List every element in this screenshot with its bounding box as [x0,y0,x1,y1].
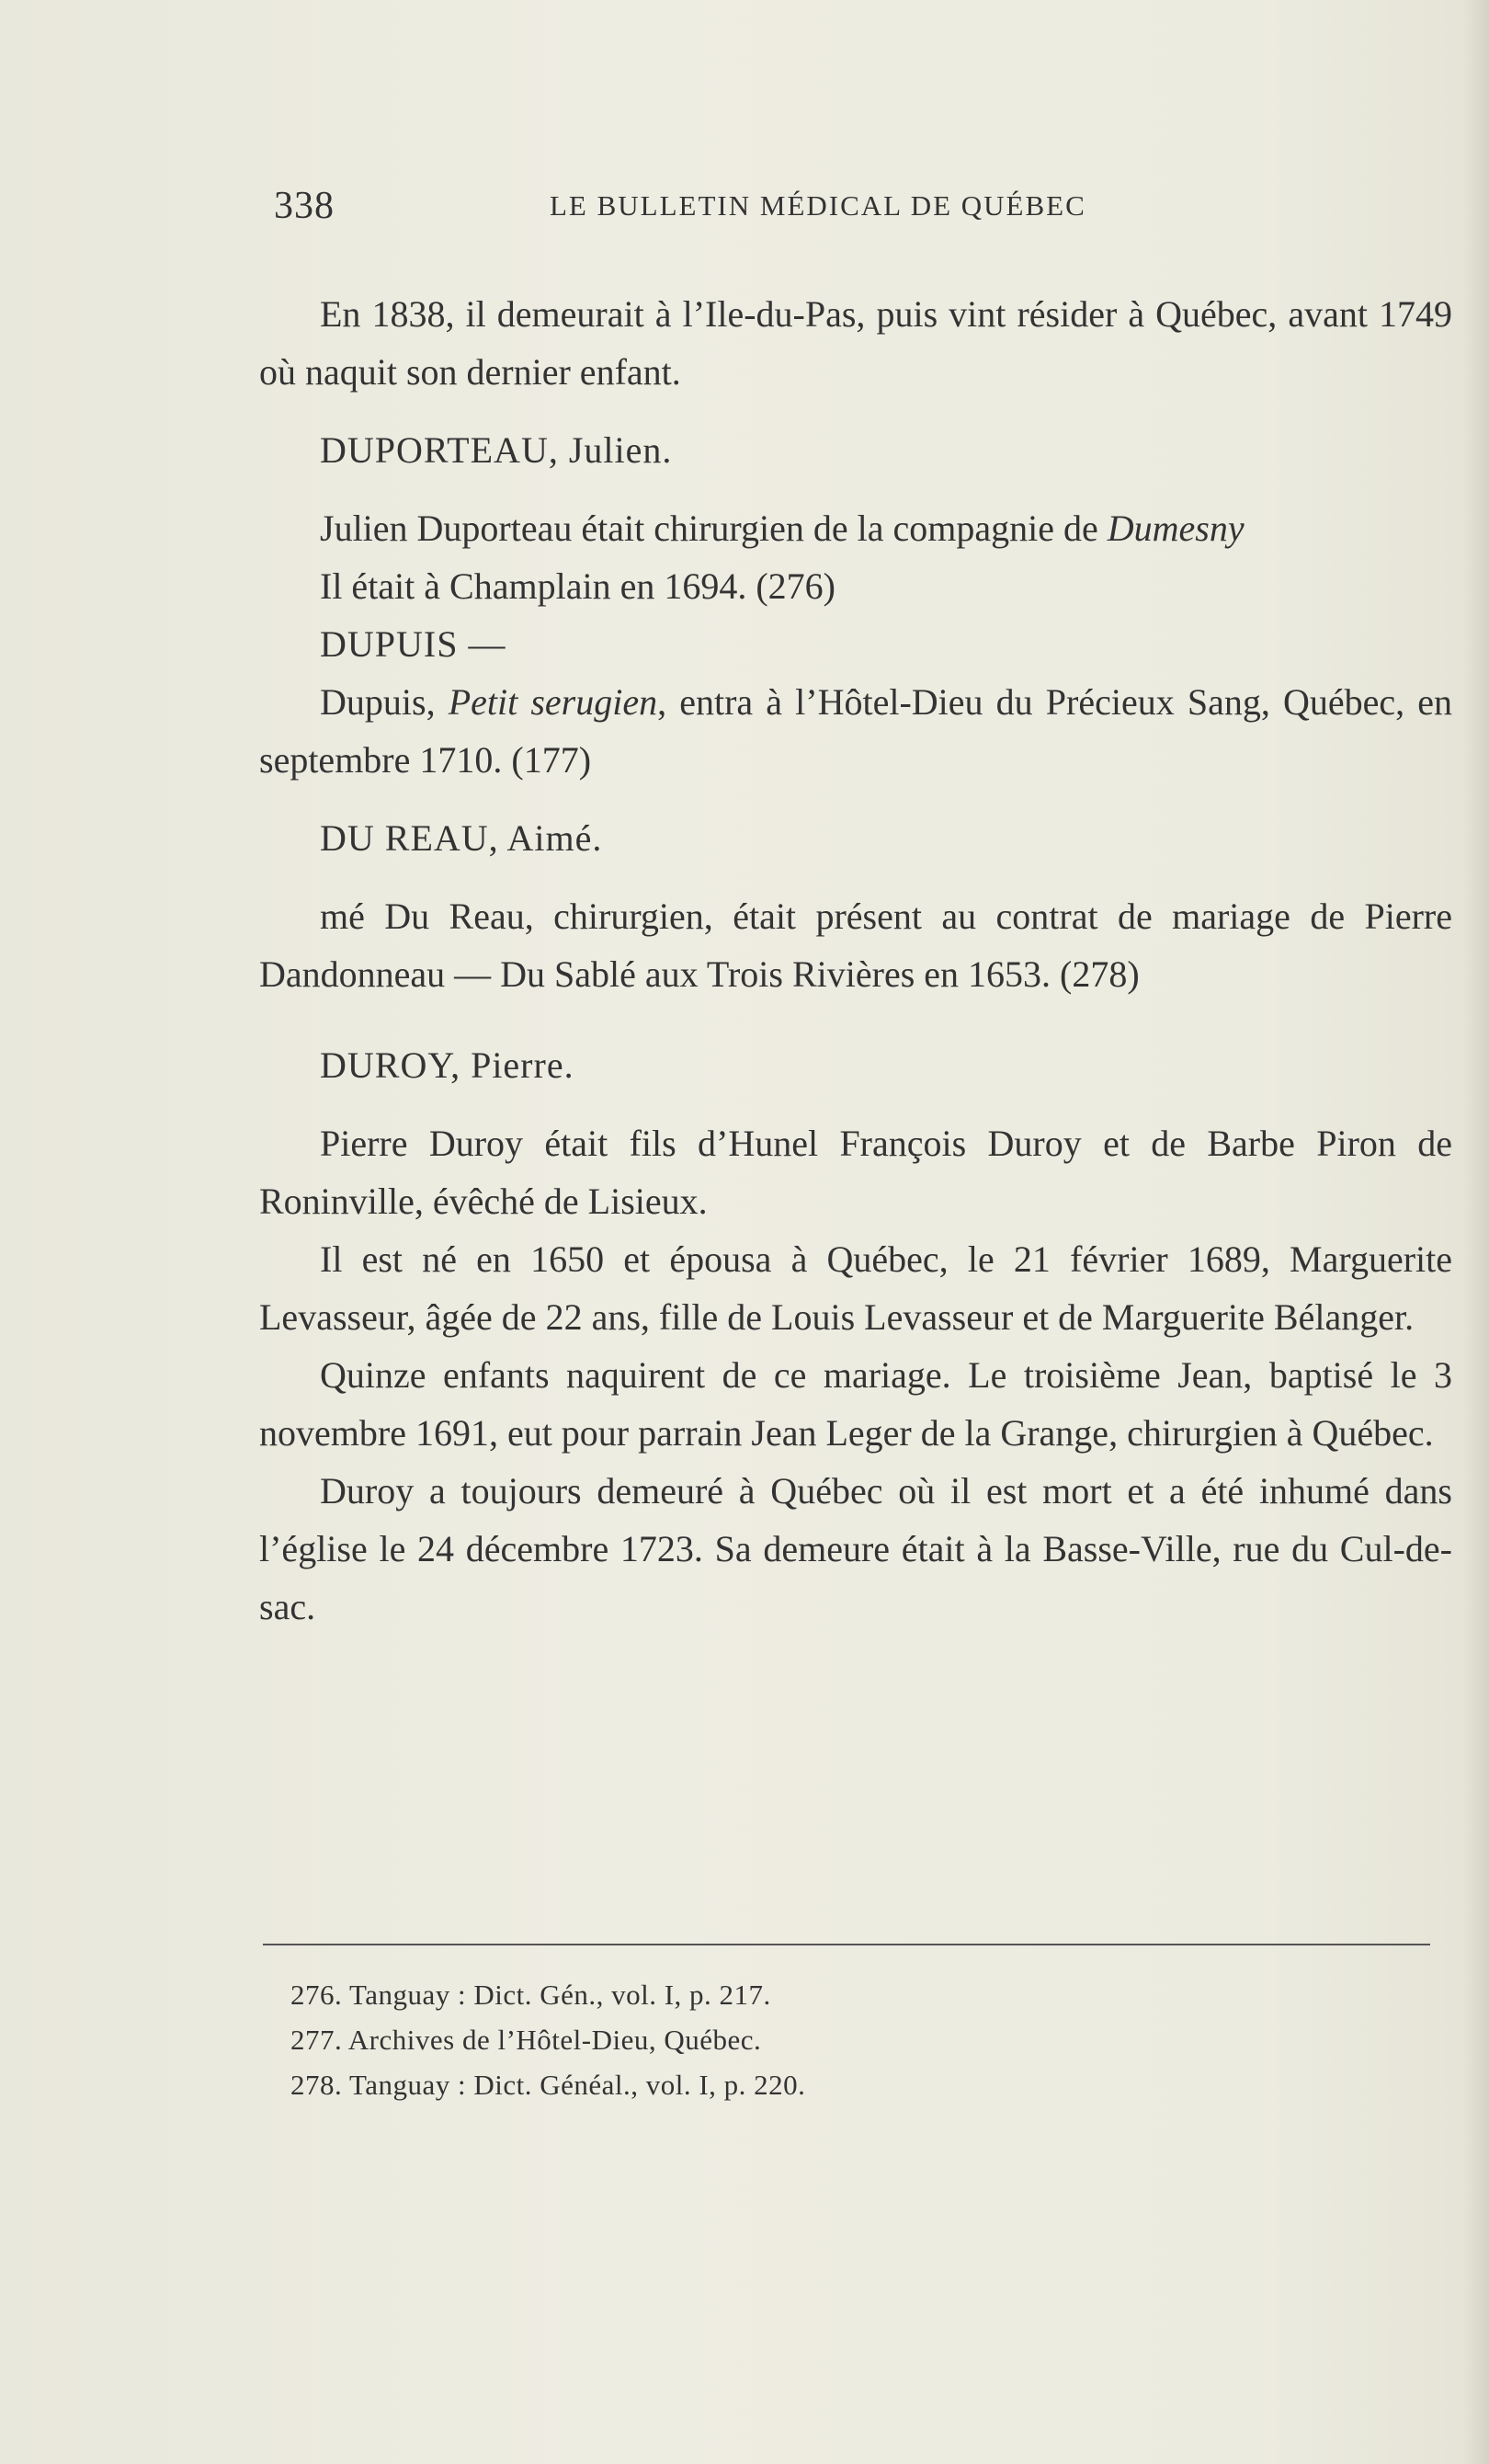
paragraph: En 1838, il demeurait à l’Ile-du-Pas, puis vint résider à Québec, avant 1749 où naquit son dernier enfant. [259,293,1452,393]
entry-heading-duroy: DUROY, Pierre. [320,1044,574,1086]
body-text [259,285,1452,1636]
page-edge-shadow [1463,0,1489,2464]
paragraph: Quinze enfants naquirent de ce mariage. Le troisième Jean, baptisé le 3 novembre 1691, eut pour parrain Jean Leger de la Grange, chirurgien à Québec. [259,1354,1452,1454]
paragraph-text: , entra à l’Hôtel-Dieu du Précieux Sang, Québec, en septembre 1710. (177) [259,681,1452,781]
paragraph [259,499,1452,557]
page-number: 338 [274,185,335,227]
running-title: LE BULLETIN MÉDICAL DE QUÉBEC [550,189,1086,222]
italic-text: Dumesny [1107,508,1245,549]
italic-text: Petit serugien [448,681,658,723]
footnotes [290,1972,1393,2107]
footnote: 276. Tanguay : Dict. Gén., vol. I, p. 217. [290,1979,771,2011]
footnote: 277. Archives de l’Hôtel-Dieu, Québec. [290,2024,762,2056]
footnote: 278. Tanguay : Dict. Généal., vol. I, p. 220. [290,2069,806,2101]
paragraph: Pierre Duroy était fils d’Hunel François Duroy et de Barbe Piron de Roninville, évêché de Lisieux. [259,1123,1452,1222]
entry-heading-duporteau: DUPORTEAU, Julien. [320,429,673,471]
paragraph: mé Du Reau, chirurgien, était présent au contrat de mariage de Pierre Dandonneau — Du Sablé aux Trois Rivières en 1653. (278) [259,895,1452,995]
paragraph-text: Julien Duporteau était chirurgien de la compagnie de [320,508,1098,549]
paragraph [259,673,1452,789]
paragraph: Il est né en 1650 et épousa à Québec, le 21 février 1689, Marguerite Levasseur, âgée de 22 ans, fille de Louis Levasseur et de Marguerite Bélanger. [259,1238,1452,1338]
paragraph-text: Dupuis, [320,681,436,723]
entry-heading-dureau: DU REAU, Aimé. [320,817,603,859]
paragraph: Duroy a toujours demeuré à Québec où il est mort et a été inhumé dans l’église le 24 décembre 1723. Sa demeure était à la Basse-Ville, rue du Cul-de-sac. [259,1470,1452,1627]
page-header [274,184,1193,239]
paragraph: Il était à Champlain en 1694. (276) [320,565,835,607]
footnote-rule [263,1944,1430,1945]
entry-heading-dupuis: DUPUIS — [320,623,506,665]
